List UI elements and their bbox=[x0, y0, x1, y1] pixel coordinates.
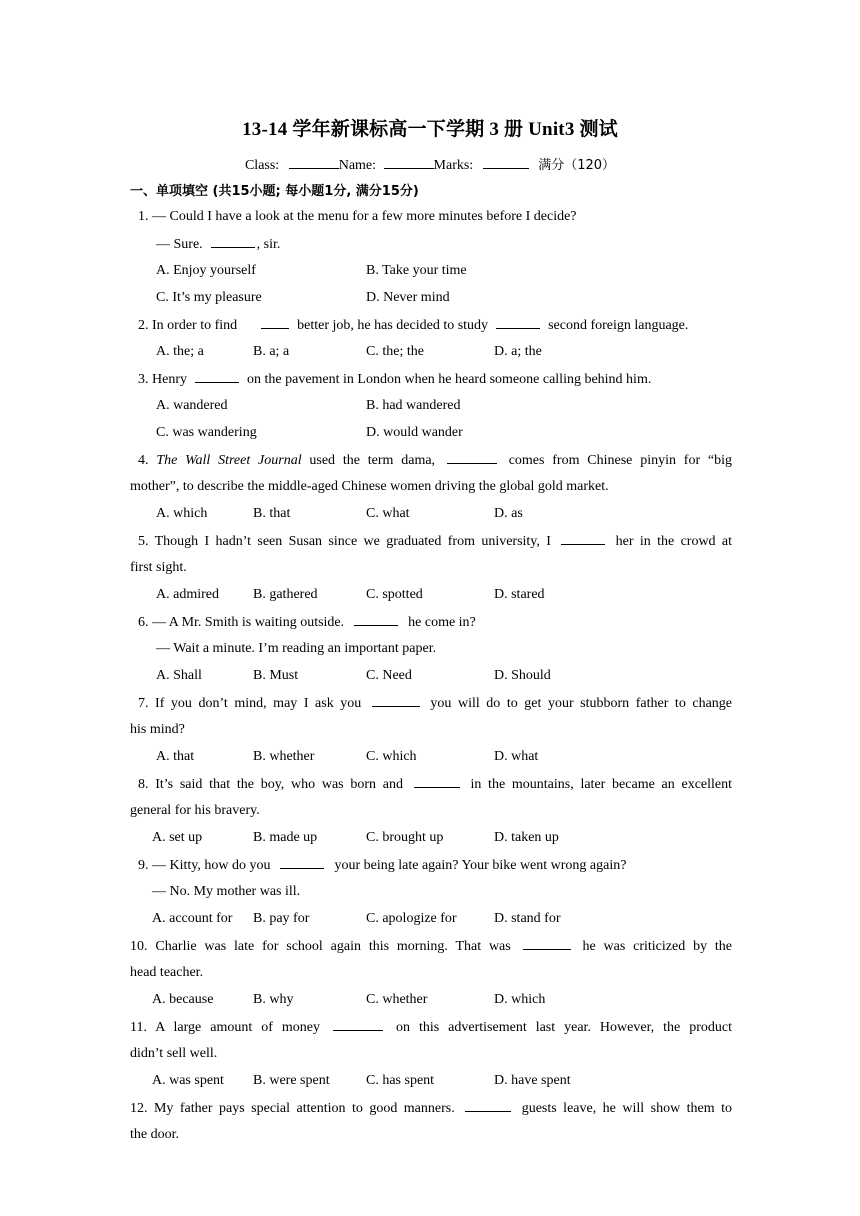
question-7-part-1: 7. If you don’t mind, may I ask you bbox=[138, 696, 362, 711]
class-label: Class: bbox=[244, 158, 280, 173]
question-8-blank[interactable] bbox=[414, 775, 460, 788]
q10-option-a[interactable]: A. because bbox=[152, 992, 214, 1007]
q6-option-d[interactable]: D. Should bbox=[494, 668, 551, 683]
question-3-part-2: on the pavement in London when he heard someone calling behind him. bbox=[247, 372, 652, 387]
q2-option-a[interactable]: A. the; a bbox=[156, 344, 204, 359]
q7-option-d[interactable]: D. what bbox=[494, 749, 539, 764]
question-4-blank[interactable] bbox=[447, 451, 497, 464]
q5-option-c[interactable]: C. spotted bbox=[366, 587, 423, 602]
question-5-part-1: 5. Though I hadn’t seen Susan since we graduated from university, I bbox=[138, 534, 551, 549]
question-12-text bbox=[130, 1099, 732, 1118]
question-1-text: 1. — Could I have a look at the menu for a few more minutes before I decide? bbox=[138, 209, 577, 224]
q6-option-b[interactable]: B. Must bbox=[253, 668, 299, 683]
question-10-part-2: he was criticized by the bbox=[582, 939, 733, 954]
question-9-part-2: your being late again? Your bike went wrong again? bbox=[334, 858, 627, 873]
question-2-text bbox=[138, 316, 688, 335]
question-1-reply-start: — Sure. bbox=[156, 237, 203, 252]
q3-option-d[interactable]: D. would wander bbox=[366, 425, 463, 440]
question-10-continued: head teacher. bbox=[130, 965, 204, 980]
question-3-text bbox=[138, 370, 651, 389]
q7-option-b[interactable]: B. whether bbox=[253, 749, 315, 764]
name-blank[interactable] bbox=[384, 156, 434, 169]
q8-option-a[interactable]: A. set up bbox=[152, 830, 203, 845]
question-2-part-1: 2. In order to find bbox=[138, 318, 238, 333]
question-8-part-2: in the mountains, later became an excellent bbox=[470, 777, 732, 792]
question-9-part-1: 9. — Kitty, how do you bbox=[138, 858, 271, 873]
question-4-part-1: used the term dama, bbox=[309, 453, 436, 468]
question-12-blank[interactable] bbox=[465, 1099, 511, 1112]
question-5-text bbox=[130, 532, 732, 551]
q3-option-c[interactable]: C. was wandering bbox=[156, 425, 257, 440]
q11-option-a[interactable]: A. was spent bbox=[152, 1073, 224, 1088]
question-11-part-2: on this advertisement last year. However, the product bbox=[395, 1020, 733, 1035]
question-10-part-1: 10. Charlie was late for school again this morning. That was bbox=[130, 939, 511, 954]
question-1-reply-end: , sir. bbox=[256, 237, 281, 252]
name-label: Name: bbox=[338, 158, 377, 173]
question-6-part-1: 6. — A Mr. Smith is waiting outside. bbox=[138, 615, 345, 630]
question-8-continued: general for his bravery. bbox=[130, 803, 260, 818]
question-4-continued: mother”, to describe the middle-aged Chinese women driving the global gold market. bbox=[130, 479, 609, 494]
q4-option-b[interactable]: B. that bbox=[253, 506, 291, 521]
question-3-part-1: 3. Henry bbox=[138, 372, 187, 387]
question-12-part-1: 12. My father pays special attention to good manners. bbox=[130, 1101, 455, 1116]
question-5-blank[interactable] bbox=[561, 532, 605, 545]
question-9-blank[interactable] bbox=[280, 856, 324, 869]
q5-option-b[interactable]: B. gathered bbox=[253, 587, 318, 602]
q4-option-a[interactable]: A. which bbox=[156, 506, 208, 521]
question-10-blank[interactable] bbox=[523, 937, 571, 950]
q8-option-b[interactable]: B. made up bbox=[253, 830, 318, 845]
q9-option-b[interactable]: B. pay for bbox=[253, 911, 310, 926]
q8-option-c[interactable]: C. brought up bbox=[366, 830, 444, 845]
question-5-continued: first sight. bbox=[130, 560, 187, 575]
q5-option-a[interactable]: A. admired bbox=[156, 587, 219, 602]
q2-option-d[interactable]: D. a; the bbox=[494, 344, 542, 359]
q9-option-a[interactable]: A. account for bbox=[152, 911, 233, 926]
class-blank[interactable] bbox=[289, 156, 339, 169]
question-4-part-2: comes from Chinese pinyin for “big bbox=[508, 453, 733, 468]
q1-option-d[interactable]: D. Never mind bbox=[366, 290, 450, 305]
q3-option-b[interactable]: B. had wandered bbox=[366, 398, 461, 413]
page-title: 13-14 学年新课标高一下学期 3 册 Unit3 测试 bbox=[242, 119, 618, 140]
q1-option-c[interactable]: C. It’s my pleasure bbox=[156, 290, 262, 305]
question-8-part-1: 8. It’s said that the boy, who was born and bbox=[138, 777, 403, 792]
question-12-part-2: guests leave, he will show them to bbox=[521, 1101, 733, 1116]
q7-option-a[interactable]: A. that bbox=[156, 749, 195, 764]
question-1-reply bbox=[156, 235, 280, 254]
q11-option-c[interactable]: C. has spent bbox=[366, 1073, 435, 1088]
q2-option-b[interactable]: B. a; a bbox=[253, 344, 290, 359]
question-11-continued: didn’t sell well. bbox=[130, 1046, 218, 1061]
q10-option-c[interactable]: C. whether bbox=[366, 992, 428, 1007]
question-9-reply: — No. My mother was ill. bbox=[152, 884, 301, 899]
student-info-line bbox=[0, 154, 860, 174]
question-4-number: 4. bbox=[138, 453, 149, 468]
q6-option-a[interactable]: A. Shall bbox=[156, 668, 202, 683]
question-5-part-2: her in the crowd at bbox=[615, 534, 733, 549]
q1-option-a[interactable]: A. Enjoy yourself bbox=[156, 263, 256, 278]
question-4-italic: The Wall Street Journal bbox=[156, 453, 302, 468]
question-6-reply: — Wait a minute. I’m reading an important paper. bbox=[156, 641, 437, 656]
question-6-text bbox=[138, 613, 476, 632]
q11-option-b[interactable]: B. were spent bbox=[253, 1073, 330, 1088]
question-6-part-2: he come in? bbox=[408, 615, 476, 630]
q9-option-d[interactable]: D. stand for bbox=[494, 911, 561, 926]
q6-option-c[interactable]: C. Need bbox=[366, 668, 412, 683]
section-title: 一、单项填空 (共15小题; 每小题1分, 满分15分) bbox=[130, 184, 419, 199]
q8-option-d[interactable]: D. taken up bbox=[494, 830, 559, 845]
question-12-continued: the door. bbox=[130, 1127, 179, 1142]
q10-option-b[interactable]: B. why bbox=[253, 992, 294, 1007]
q7-option-c[interactable]: C. which bbox=[366, 749, 417, 764]
question-2-blank-1[interactable] bbox=[261, 316, 289, 329]
question-8-text bbox=[130, 775, 732, 794]
question-10-text bbox=[130, 937, 732, 956]
question-2-blank-2[interactable] bbox=[496, 316, 540, 329]
q11-option-d[interactable]: D. have spent bbox=[494, 1073, 571, 1088]
question-2-part-2: better job, he has decided to study bbox=[297, 318, 489, 333]
question-7-continued: his mind? bbox=[130, 722, 185, 737]
full-marks: 满分（120） bbox=[538, 158, 616, 173]
question-4-text bbox=[130, 451, 732, 470]
question-1-blank[interactable] bbox=[211, 235, 255, 248]
question-6-blank[interactable] bbox=[354, 613, 398, 626]
question-11-text bbox=[130, 1018, 732, 1037]
q4-option-c[interactable]: C. what bbox=[366, 506, 410, 521]
question-7-text bbox=[130, 694, 732, 713]
q9-option-c[interactable]: C. apologize for bbox=[366, 911, 457, 926]
q3-option-a[interactable]: A. wandered bbox=[156, 398, 228, 413]
question-9-text bbox=[138, 856, 626, 875]
marks-label: Marks: bbox=[433, 158, 474, 173]
question-11-part-1: 11. A large amount of money bbox=[130, 1020, 320, 1035]
question-7-blank[interactable] bbox=[372, 694, 420, 707]
q1-option-b[interactable]: B. Take your time bbox=[366, 263, 467, 278]
question-2-part-3: second foreign language. bbox=[548, 318, 689, 333]
question-7-part-2: you will do to get your stubborn father to change bbox=[430, 696, 733, 711]
marks-blank[interactable] bbox=[483, 156, 529, 169]
q5-option-d[interactable]: D. stared bbox=[494, 587, 545, 602]
question-3-blank[interactable] bbox=[195, 370, 239, 383]
question-11-blank[interactable] bbox=[333, 1018, 383, 1031]
q2-option-c[interactable]: C. the; the bbox=[366, 344, 424, 359]
q10-option-d[interactable]: D. which bbox=[494, 992, 546, 1007]
q4-option-d[interactable]: D. as bbox=[494, 506, 523, 521]
